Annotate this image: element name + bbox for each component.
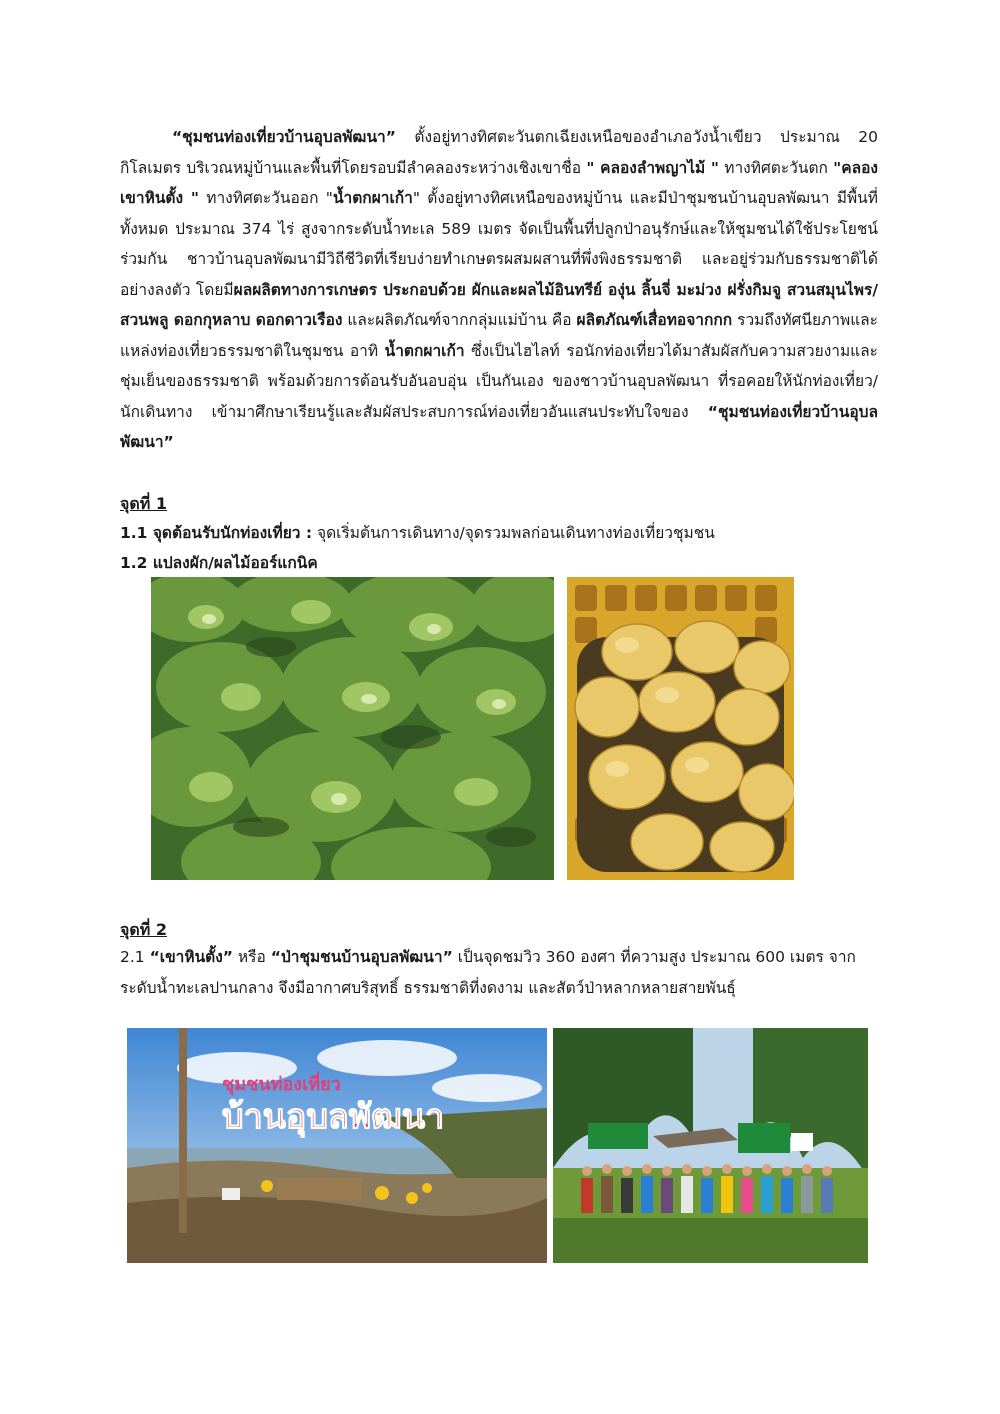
point-1-heading: จุดที่ 1 (120, 494, 168, 513)
agri-products: ผลผลิตทางการเกษตร ประกอบด้วย ผักและผลไม้อินทรีย์ องุ่น ลิ้นจี่ มะม่วง ฝรั่งกิมจู สวนสมุนไพร/สวนพลู ดอกกุหลาบ ดอกดาวเรือง (120, 280, 878, 329)
sign-upper-text: ชุมชนท่องเที่ยว (222, 1074, 341, 1095)
point-2-heading: จุดที่ 2 (120, 920, 168, 939)
community-name: “ชุมชนท่องเที่ยวบ้านอุบลพัฒนา” (172, 128, 396, 146)
vegetable-field-photo (151, 577, 554, 880)
point-1-item-1: 1.1 จุดต้อนรับนักท่องเที่ยว : จุดเริ่มต้นการเดินทาง/จุดรวมพลก่อนเดินทางท่องเที่ยวชุมชน (120, 524, 715, 542)
community-forest-group-photo (553, 1028, 868, 1263)
sign-main-text: บ้านอุบลพัฒนา (222, 1097, 445, 1137)
fruit-basket-photo (567, 577, 794, 880)
viewpoint-sign-photo (127, 1028, 547, 1263)
point-1-item-2: 1.2 แปลงผัก/ผลไม้ออร์แกนิค (120, 554, 318, 572)
point-2-item-1: 2.1 “เขาหินตั้ง” หรือ “ป่าชุมชนบ้านอุบลพัฒนา” เป็นจุดชมวิว 360 องศา ที่ความสูง ประมาณ 600 เมตร จากระดับน้ำทะเลปานกลาง จึงมีอากาศบริสุทธิ์ ธรรมชาติที่งดงาม และสัตว์ป่าหลากหลายสายพันธุ์ (120, 948, 856, 997)
intro-paragraph: “ชุมชนท่องเที่ยวบ้านอุบลพัฒนา” ตั้งอยู่ทางทิศตะวันตกเฉียงเหนือของอำเภอวังน้ำเขียว ประมาณ 20 กิโลเมตร บริเวณหมู่บ้านและพื้นที่โดยรอบมีลำคลองระหว่างเชิงเขาชื่อ " คลองลำพญาไม้ " ทางทิศตะวันตก "คลองเขาหินตั้ง " ทางทิศตะวันออก "น้ำตกผาเก้า" ตั้งอยู่ทางทิศเหนือของหมู่บ้าน และมีป่าชุมชนบ้านอุบลพัฒนา มีพื้นที่ทั้งหมด ประมาณ 374 ไร่ สูงจากระดับน้ำทะเล 589 เมตร จัดเป็นพื้นที่ปลูกป่าอนุรักษ์และให้ชุมชนได้ใช้ประโยชน์ร่วมกัน ชาวบ้านอุบลพัฒนามีวิถีชีวิตที่เรียบง่ายทำเกษตรผสมผสานที่พึ่งพิงธรรมชาติ และอยู่ร่วมกับธรรมชาติได้อย่างลงตัว โดยมีผลผลิตทางการเกษตร ประกอบด้วย ผักและผลไม้อินทรีย์ องุ่น ลิ้นจี่ มะม่วง ฝรั่งกิมจู สวนสมุนไพร/สวนพลู ดอกกุหลาบ ดอกดาวเรือง และผลิตภัณฑ์จากกลุ่มแม่บ้าน คือ ผลิตภัณฑ์เสื่อทอจากกก รวมถึงทัศนียภาพและแหล่งท่องเที่ยวธรรมชาติในชุมชน อาทิ น้ำตกผาเก้า ซึ่งเป็นไฮไลท์ รอนักท่องเที่ยวได้มาสัมผัสกับความสวยงามและชุ่มเย็นของธรรมชาติ พร้อมด้วยการต้อนรับอันอบอุ่น เป็นกันเอง ของชาวบ้านอุบลพัฒนา ที่รอคอยให้นักท่องเที่ยว/นักเดินทาง เข้ามาศึกษาเรียนรู้และสัมผัสประสบการณ์ท่องเที่ยวอันแสนประทับใจของ “ชุมชนท่องเที่ยวบ้านอุบลพัฒนา” (120, 128, 879, 451)
